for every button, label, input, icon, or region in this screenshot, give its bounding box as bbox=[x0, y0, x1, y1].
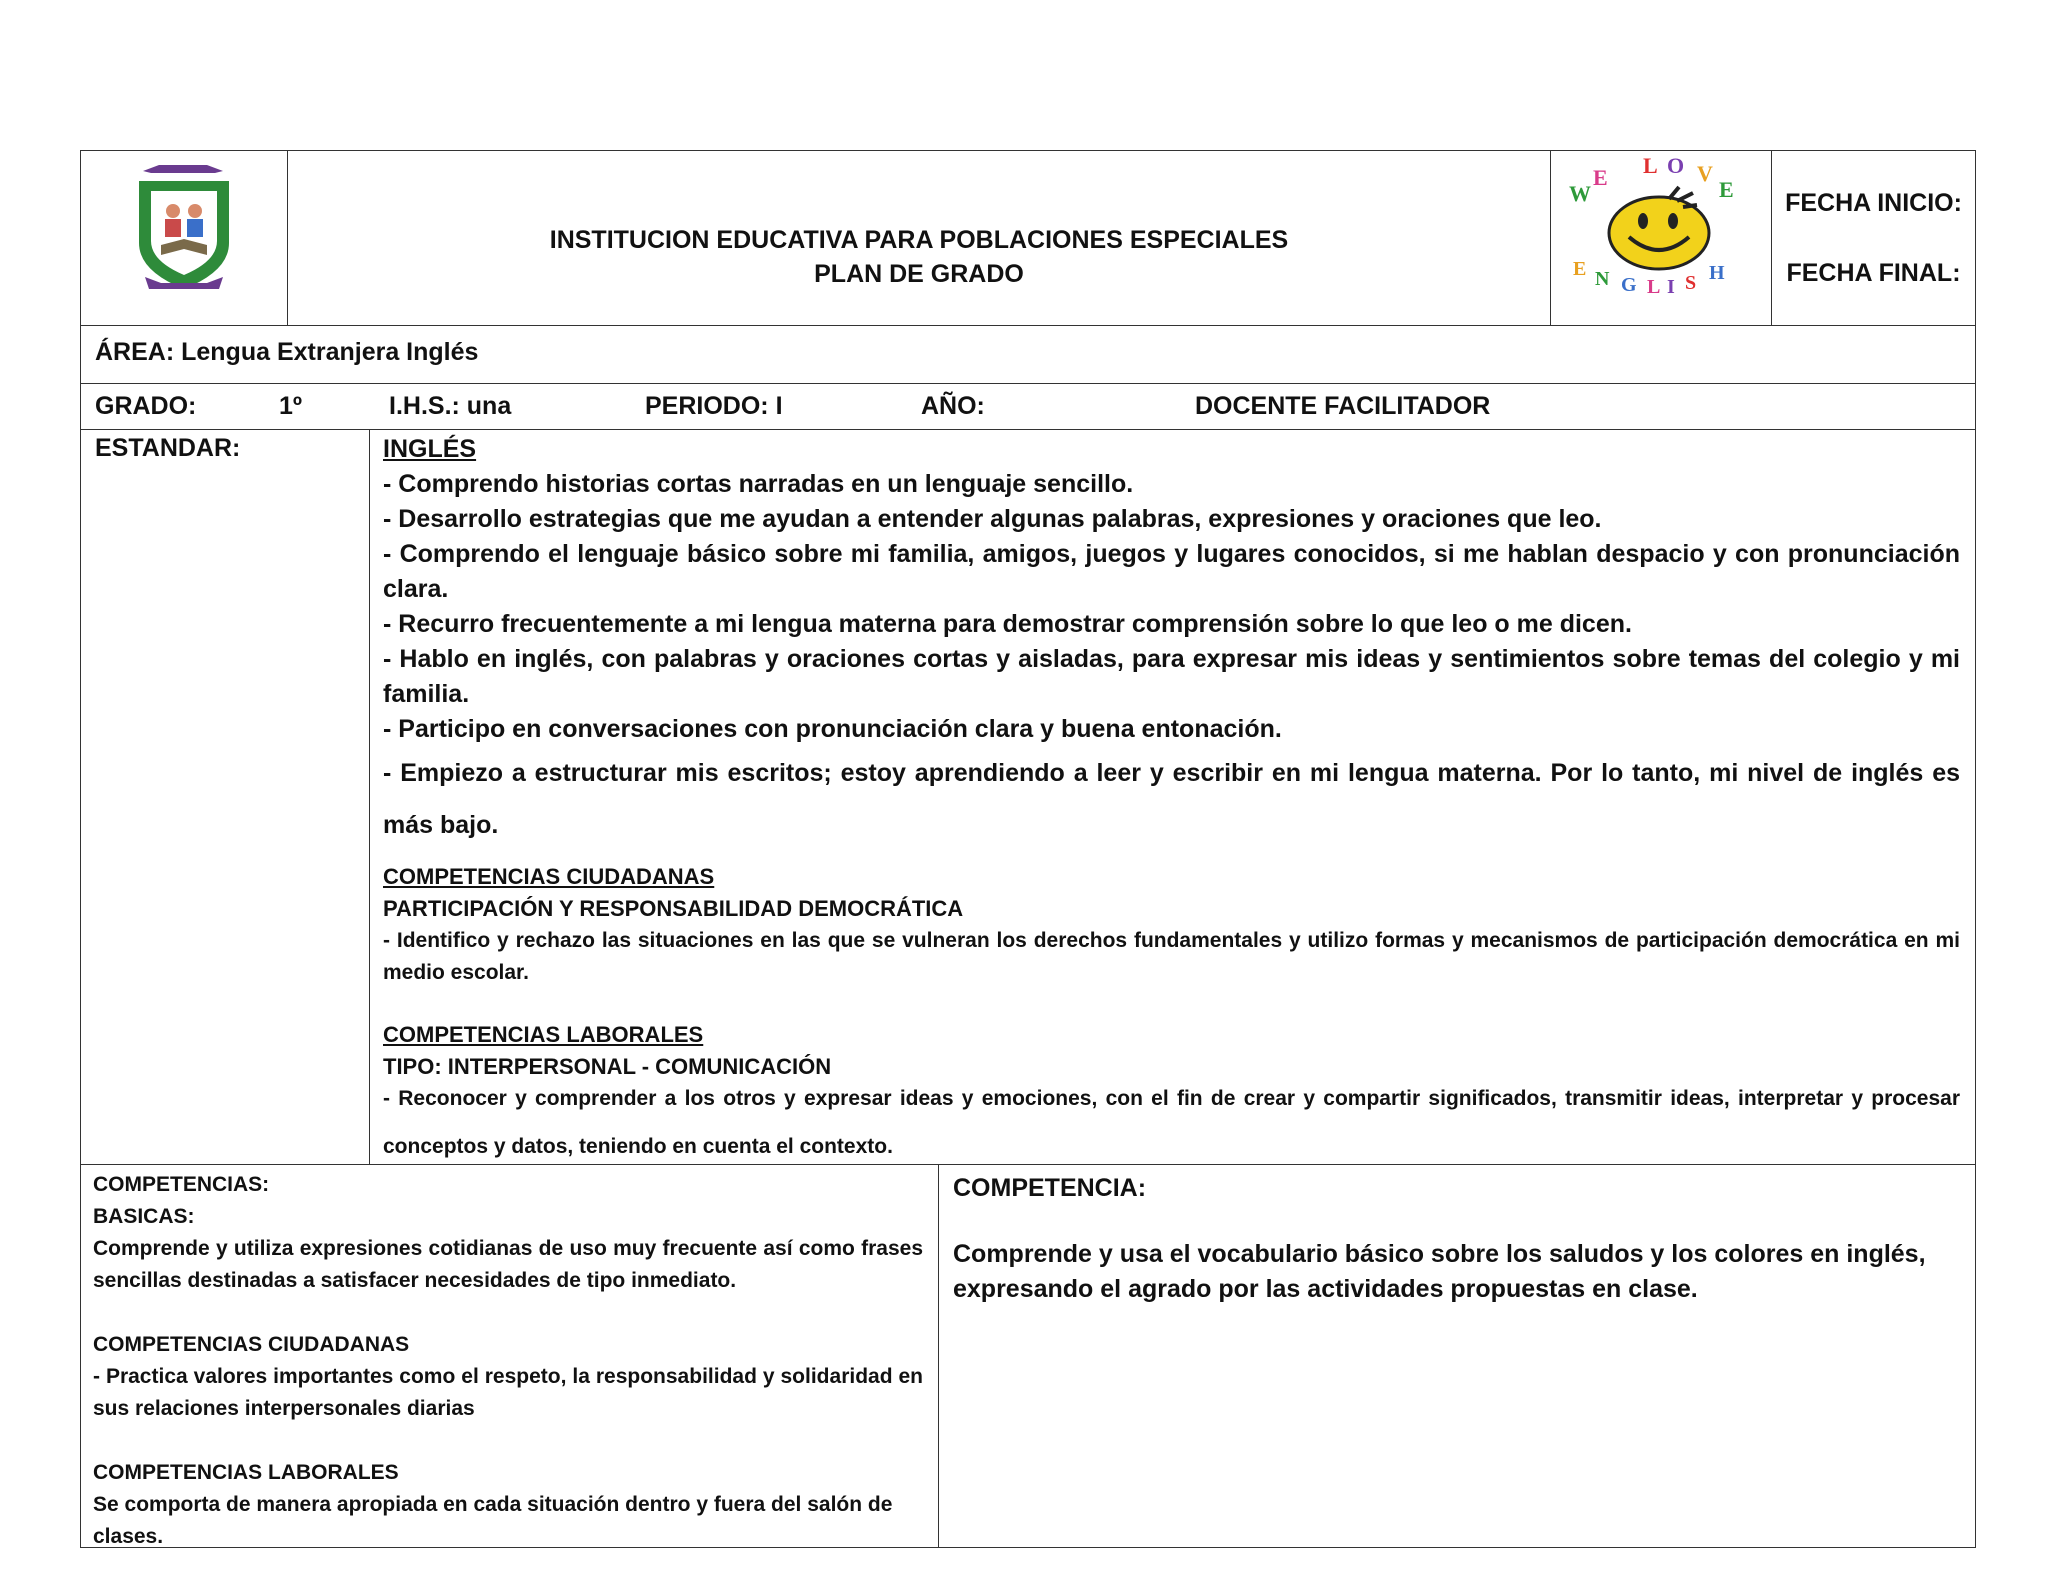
svg-text:E: E bbox=[1573, 258, 1587, 280]
we-love-english-smiley-icon bbox=[1551, 151, 1771, 325]
ciudadanas-text: - Identifico y rechazo las situaciones en las que se vulneran los derechos fundamentales y utilizo formas y mecanismos de participación democrática en mi medio escolar. bbox=[383, 929, 1960, 984]
fecha-inicio-label: FECHA INICIO: bbox=[1785, 189, 1962, 217]
svg-text:L: L bbox=[1643, 153, 1658, 178]
competencias-row bbox=[81, 1165, 1975, 1547]
periodo-text: PERIODO: I bbox=[645, 392, 783, 420]
institution-name: INSTITUCION EDUCATIVA PARA POBLACIONES ESPECIALES bbox=[549, 226, 1289, 254]
estandar-item: - Participo en conversaciones con pronunciación clara y buena entonación. bbox=[383, 715, 1282, 743]
svg-text:I: I bbox=[1667, 276, 1675, 298]
ciudadanas-title: COMPETENCIAS CIUDADANAS bbox=[383, 864, 715, 889]
competencia-text: Comprende y usa el vocabulario básico sobre los saludos y los colores en inglés, expresando el agrado por las actividades propuestas en clase. bbox=[953, 1240, 1926, 1303]
competencia-cell bbox=[939, 1165, 1975, 1547]
document-title: PLAN DE GRADO bbox=[814, 260, 1024, 288]
plan-table bbox=[80, 150, 1976, 1548]
grado-row bbox=[81, 384, 1975, 430]
anio-label: AÑO: bbox=[921, 392, 985, 420]
estandar-item: - Comprendo historias cortas narradas en un lenguaje sencillo. bbox=[383, 470, 1134, 498]
ihs-text: I.H.S.: una bbox=[389, 392, 512, 420]
laborales-title: COMPETENCIAS LABORALES bbox=[383, 1022, 704, 1047]
svg-text:N: N bbox=[1595, 268, 1610, 290]
estandar-label: ESTANDAR: bbox=[95, 434, 241, 462]
laborales-subtitle: TIPO: INTERPERSONAL - COMUNICACIÓN bbox=[383, 1054, 832, 1079]
comp-ciudadanas-text: - Practica valores importantes como el respeto, la responsabilidad y solidaridad en sus relaciones interpersonales diarias bbox=[93, 1365, 923, 1420]
svg-text:H: H bbox=[1709, 262, 1725, 284]
estandar-item: - Empiezo a estructurar mis escritos; estoy aprendiendo a leer y escribir en mi lengua materna. Por lo tanto, mi nivel de inglés es más bajo. bbox=[383, 759, 1960, 839]
comp-laborales-title: COMPETENCIAS LABORALES bbox=[93, 1461, 399, 1484]
svg-text:V: V bbox=[1697, 161, 1713, 186]
estandar-content bbox=[383, 432, 1960, 1171]
comp-laborales-text: Se comporta de manera apropiada en cada situación dentro y fuera del salón de clases. bbox=[93, 1493, 893, 1548]
competencias-cell bbox=[81, 1165, 939, 1547]
estandar-item: - Recurro frecuentemente a mi lengua materna para demostrar comprensión sobre lo que leo o me dicen. bbox=[383, 610, 1632, 638]
svg-text:E: E bbox=[1719, 177, 1734, 202]
svg-text:E: E bbox=[1593, 165, 1608, 190]
area-row bbox=[81, 326, 1975, 384]
basicas-label: BASICAS: bbox=[93, 1205, 195, 1228]
dates-cell bbox=[1772, 151, 1975, 325]
school-logo-cell bbox=[81, 151, 288, 325]
estandar-item: - Desarrollo estrategias que me ayudan a entender algunas palabras, expresiones y oraciones que leo. bbox=[383, 505, 1602, 533]
estandar-item: - Comprendo el lenguaje básico sobre mi familia, amigos, juegos y lugares conocidos, si me hablan despacio y con pronunciación clara. bbox=[383, 540, 1960, 603]
estandar-label-cell bbox=[81, 430, 370, 1164]
area-text: ÁREA: Lengua Extranjera Inglés bbox=[95, 338, 479, 366]
ingles-title: INGLÉS bbox=[383, 435, 477, 463]
title-cell bbox=[288, 151, 1551, 325]
svg-text:O: O bbox=[1667, 153, 1685, 178]
grado-value: 1º bbox=[279, 392, 303, 420]
estandar-row bbox=[81, 430, 1975, 1165]
fecha-final-label: FECHA FINAL: bbox=[1786, 259, 1961, 287]
docente-text: DOCENTE FACILITADOR bbox=[1195, 392, 1491, 420]
grado-label: GRADO: bbox=[95, 392, 197, 420]
ciudadanas-subtitle: PARTICIPACIÓN Y RESPONSABILIDAD DEMOCRÁTICA bbox=[383, 896, 964, 921]
laborales-text: - Reconocer y comprender a los otros y expresar ideas y emociones, con el fin de crear y compartir significados, transmitir ideas, interpretar y procesar conceptos y datos, teniendo en cuenta el contexto. bbox=[383, 1087, 1960, 1158]
school-shield-crest-icon bbox=[81, 151, 287, 325]
competencia-title: COMPETENCIA: bbox=[953, 1174, 1147, 1202]
basicas-text: Comprende y utiliza expresiones cotidianas de uso muy frecuente así como frases sencillas destinadas a satisfacer necesidades de tipo inmediato. bbox=[93, 1237, 923, 1292]
svg-text:S: S bbox=[1685, 272, 1697, 294]
estandar-item: - Hablo en inglés, con palabras y oraciones cortas y aisladas, para expresar mis ideas y sentimientos sobre temas del colegio y mi familia. bbox=[383, 645, 1960, 708]
comp-ciudadanas-title: COMPETENCIAS CIUDADANAS bbox=[93, 1333, 410, 1356]
header-row bbox=[81, 151, 1975, 326]
svg-text:G: G bbox=[1621, 274, 1637, 296]
svg-text:W: W bbox=[1569, 181, 1591, 206]
svg-text:L: L bbox=[1647, 276, 1661, 298]
competencias-title: COMPETENCIAS: bbox=[93, 1173, 270, 1196]
english-logo-cell bbox=[1551, 151, 1772, 325]
